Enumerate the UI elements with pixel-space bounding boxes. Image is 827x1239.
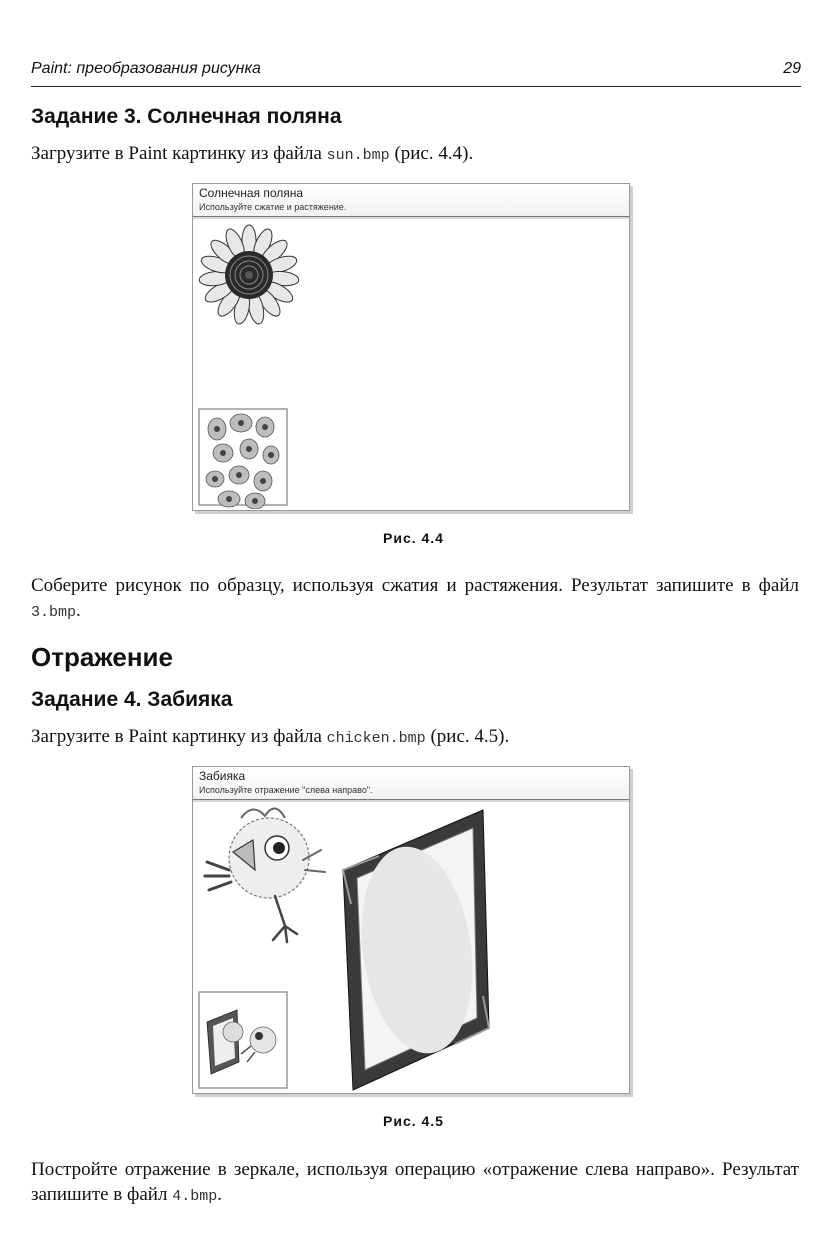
task4-intro-tail: (рис. 4.5).: [425, 726, 510, 747]
task3-intro-text: Загрузите в Paint картинку из файла: [31, 143, 327, 164]
task4-result-text: Постройте отражение в зеркале, используя операцию «отражение слева направо». Результат запишите в файл: [31, 1159, 799, 1205]
task4-heading: Задание 4. Забияка: [31, 688, 233, 711]
task3-intro-tail: (рис. 4.4).: [389, 143, 474, 164]
figure-4-4: [192, 183, 630, 511]
figure-4-4-canvas: [193, 217, 629, 509]
task3-result-tail: .: [76, 600, 81, 621]
task3-result-file: 3.bmp: [31, 604, 77, 621]
figure-4-5-header: [193, 767, 629, 800]
sunflower-field-icon: [199, 409, 287, 509]
task4-intro-text: Загрузите в Paint картинку из файла: [31, 726, 327, 747]
figure-4-5-caption: Рис. 4.5: [383, 1113, 444, 1129]
task4-intro-file: chicken.bmp: [326, 730, 426, 747]
mirror-reflection-icon: [199, 992, 287, 1088]
section-title: Отражение: [31, 642, 173, 672]
task3-heading: Задание 3. Солнечная поляна: [31, 105, 342, 128]
task3-result-text: Соберите рисунок по образцу, используя сжатия и растяжения. Результат запишите в файл: [31, 575, 799, 596]
task4-intro: [31, 724, 799, 751]
task3-intro-file: sun.bmp: [326, 147, 390, 164]
running-head-title: Paint: преобразования рисунка: [31, 60, 261, 77]
task3-result: [31, 573, 799, 625]
page-number: 29: [783, 60, 801, 77]
figure-4-5-title: Забияка: [199, 769, 246, 783]
figure-4-4-header: [193, 184, 629, 217]
figure-4-5-canvas: [193, 800, 629, 1092]
task4-result-tail: .: [217, 1184, 222, 1205]
figure-4-5: [192, 766, 630, 1094]
running-head: [31, 60, 801, 87]
chicken-icon: [205, 808, 325, 942]
task4-result-file: 4.bmp: [172, 1188, 218, 1205]
figure-4-4-title: Солнечная поляна: [199, 186, 304, 200]
mirror-icon: [343, 810, 489, 1090]
figure-4-4-hint: Используйте сжатие и растяжение.: [199, 202, 347, 212]
figure-4-4-caption: Рис. 4.4: [383, 530, 444, 546]
sunflower-icon: [199, 225, 300, 325]
task4-result: [31, 1157, 799, 1209]
task3-intro: [31, 141, 799, 168]
figure-4-5-hint: Используйте отражение "слева направо".: [199, 785, 373, 795]
